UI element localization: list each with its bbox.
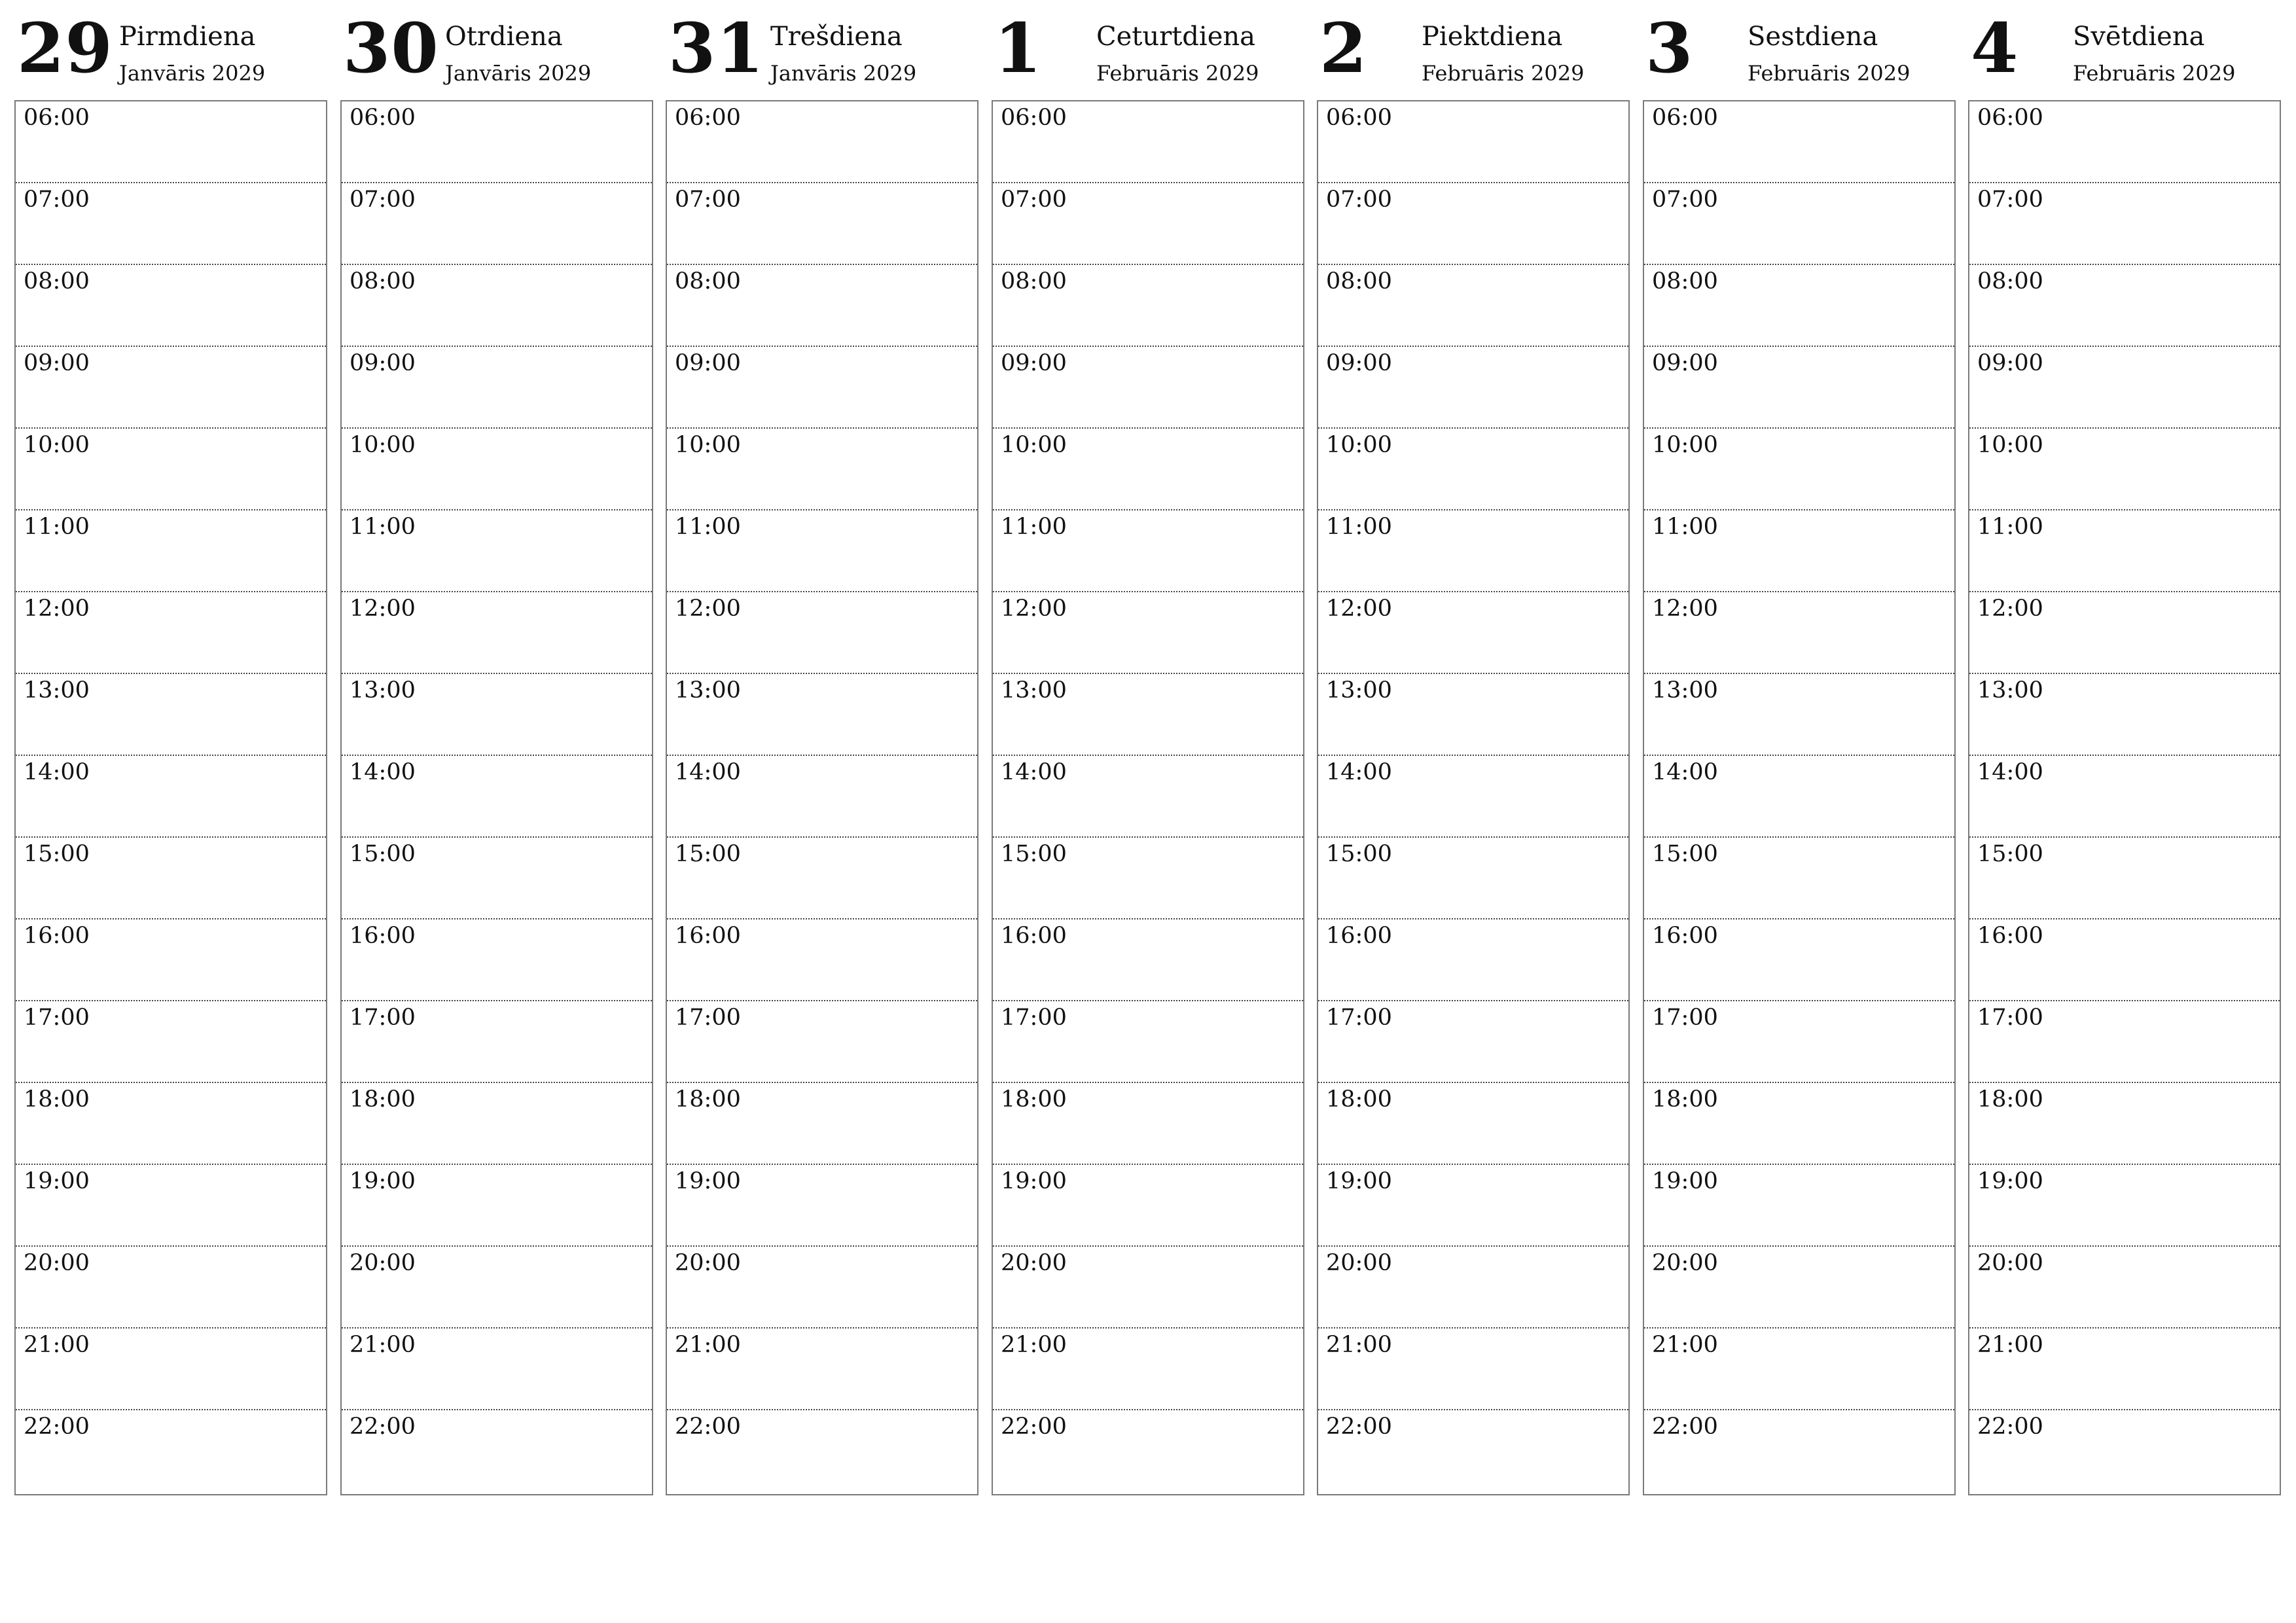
time-slot[interactable] xyxy=(342,101,652,183)
day-header xyxy=(992,0,1304,100)
day-number: 2 xyxy=(1319,8,1368,88)
day-schedule-box xyxy=(14,100,327,1495)
time-label: 12:00 xyxy=(1001,596,1067,622)
time-slot[interactable] xyxy=(667,510,977,592)
time-label: 12:00 xyxy=(1652,596,1718,622)
time-slot[interactable] xyxy=(16,429,326,510)
time-slot[interactable] xyxy=(342,1247,652,1329)
time-label: 14:00 xyxy=(1652,759,1718,785)
time-slot[interactable] xyxy=(1969,919,2280,1001)
time-slot[interactable] xyxy=(1969,1165,2280,1247)
weekday-name: Sestdiena xyxy=(1748,22,1878,52)
time-slot[interactable] xyxy=(993,756,1303,838)
time-slot[interactable] xyxy=(1318,1083,1628,1165)
time-slot[interactable] xyxy=(1969,347,2280,429)
time-slot[interactable] xyxy=(1644,1329,1954,1410)
day-column xyxy=(14,0,327,1440)
time-label: 08:00 xyxy=(675,268,741,294)
time-label: 18:00 xyxy=(1001,1086,1067,1113)
day-schedule-box xyxy=(1643,100,1956,1495)
day-header xyxy=(1968,0,2281,100)
weekday-name: Otrdiena xyxy=(445,22,563,52)
time-label: 07:00 xyxy=(1652,187,1718,213)
time-label: 16:00 xyxy=(24,923,90,949)
time-label: 10:00 xyxy=(675,432,741,458)
time-label: 15:00 xyxy=(350,841,416,867)
day-number: 30 xyxy=(343,8,439,88)
time-label: 10:00 xyxy=(1652,432,1718,458)
time-label: 09:00 xyxy=(24,350,90,376)
time-label: 13:00 xyxy=(1001,677,1067,704)
time-label: 19:00 xyxy=(24,1168,90,1194)
time-slot[interactable] xyxy=(16,347,326,429)
time-label: 10:00 xyxy=(350,432,416,458)
time-label: 13:00 xyxy=(24,677,90,704)
time-label: 16:00 xyxy=(1652,923,1718,949)
time-slot[interactable] xyxy=(342,1001,652,1083)
time-slot[interactable] xyxy=(16,919,326,1001)
time-label: 09:00 xyxy=(1977,350,2043,376)
time-label: 16:00 xyxy=(1326,923,1392,949)
time-slot[interactable] xyxy=(1318,1165,1628,1247)
time-slot[interactable] xyxy=(1969,1410,2280,1494)
time-label: 08:00 xyxy=(1652,268,1718,294)
time-label: 15:00 xyxy=(1001,841,1067,867)
time-slot[interactable] xyxy=(667,1247,977,1329)
time-label: 13:00 xyxy=(1652,677,1718,704)
weekday-name: Ceturtdiena xyxy=(1096,22,1255,52)
time-slot[interactable] xyxy=(342,347,652,429)
day-schedule-box xyxy=(666,100,978,1495)
time-slot[interactable] xyxy=(16,265,326,347)
time-slot[interactable] xyxy=(1969,674,2280,756)
day-number: 3 xyxy=(1645,8,1694,88)
time-label: 06:00 xyxy=(24,105,90,131)
time-label: 11:00 xyxy=(350,514,416,540)
time-slot[interactable] xyxy=(1969,1001,2280,1083)
time-slot[interactable] xyxy=(1644,101,1954,183)
time-slot[interactable] xyxy=(667,674,977,756)
time-slot[interactable] xyxy=(1644,265,1954,347)
time-slot[interactable] xyxy=(667,592,977,674)
time-label: 09:00 xyxy=(1001,350,1067,376)
time-slot[interactable] xyxy=(342,674,652,756)
time-slot[interactable] xyxy=(1318,756,1628,838)
day-schedule-box xyxy=(1968,100,2281,1495)
time-label: 10:00 xyxy=(24,432,90,458)
time-slot[interactable] xyxy=(1969,838,2280,919)
time-slot[interactable] xyxy=(667,838,977,919)
time-label: 07:00 xyxy=(675,187,741,213)
time-slot[interactable] xyxy=(1644,838,1954,919)
time-label: 21:00 xyxy=(1001,1332,1067,1358)
time-slot[interactable] xyxy=(667,756,977,838)
weekday-name: Pirmdiena xyxy=(119,22,256,52)
day-column xyxy=(1317,0,1630,1440)
time-label: 18:00 xyxy=(1652,1086,1718,1113)
time-slot[interactable] xyxy=(993,1247,1303,1329)
time-label: 06:00 xyxy=(1001,105,1067,131)
time-slot[interactable] xyxy=(1644,1001,1954,1083)
time-label: 13:00 xyxy=(1326,677,1392,704)
time-slot[interactable] xyxy=(1969,265,2280,347)
time-slot[interactable] xyxy=(667,101,977,183)
time-slot[interactable] xyxy=(16,592,326,674)
time-label: 06:00 xyxy=(1977,105,2043,131)
time-slot[interactable] xyxy=(342,1410,652,1494)
time-label: 14:00 xyxy=(1326,759,1392,785)
time-label: 21:00 xyxy=(1977,1332,2043,1358)
time-slot[interactable] xyxy=(993,919,1303,1001)
time-label: 22:00 xyxy=(675,1414,741,1440)
time-label: 18:00 xyxy=(1977,1086,2043,1113)
time-slot[interactable] xyxy=(342,265,652,347)
weekday-name: Piektdiena xyxy=(1422,22,1563,52)
time-label: 18:00 xyxy=(350,1086,416,1113)
month-year: Februāris 2029 xyxy=(1422,61,1585,86)
time-slot[interactable] xyxy=(1318,429,1628,510)
time-label: 19:00 xyxy=(1001,1168,1067,1194)
time-label: 17:00 xyxy=(1652,1005,1718,1031)
time-label: 10:00 xyxy=(1977,432,2043,458)
time-slot[interactable] xyxy=(342,1083,652,1165)
time-label: 07:00 xyxy=(24,187,90,213)
time-label: 21:00 xyxy=(350,1332,416,1358)
month-year: Janvāris 2029 xyxy=(770,61,917,86)
time-label: 17:00 xyxy=(24,1005,90,1031)
day-number: 4 xyxy=(1971,8,2019,88)
time-label: 20:00 xyxy=(350,1250,416,1276)
time-slot[interactable] xyxy=(1318,101,1628,183)
day-schedule-box xyxy=(1317,100,1630,1495)
time-label: 11:00 xyxy=(24,514,90,540)
day-header xyxy=(1317,0,1630,100)
time-slot[interactable] xyxy=(1644,1410,1954,1494)
time-label: 17:00 xyxy=(1001,1005,1067,1031)
time-label: 08:00 xyxy=(1977,268,2043,294)
time-label: 14:00 xyxy=(675,759,741,785)
time-label: 14:00 xyxy=(1001,759,1067,785)
time-label: 15:00 xyxy=(1326,841,1392,867)
time-label: 08:00 xyxy=(350,268,416,294)
time-label: 11:00 xyxy=(675,514,741,540)
time-slot[interactable] xyxy=(16,838,326,919)
day-header xyxy=(14,0,327,100)
time-slot[interactable] xyxy=(993,838,1303,919)
time-slot[interactable] xyxy=(993,1001,1303,1083)
time-slot[interactable] xyxy=(1644,592,1954,674)
time-label: 15:00 xyxy=(1652,841,1718,867)
time-label: 14:00 xyxy=(1977,759,2043,785)
time-slot[interactable] xyxy=(1644,429,1954,510)
time-slot[interactable] xyxy=(993,592,1303,674)
day-column xyxy=(1968,0,2281,1440)
time-label: 16:00 xyxy=(675,923,741,949)
time-slot[interactable] xyxy=(993,674,1303,756)
day-schedule-box xyxy=(340,100,653,1495)
time-slot[interactable] xyxy=(667,183,977,265)
time-label: 19:00 xyxy=(1652,1168,1718,1194)
time-slot[interactable] xyxy=(16,1165,326,1247)
time-label: 12:00 xyxy=(1326,596,1392,622)
time-label: 21:00 xyxy=(24,1332,90,1358)
time-label: 12:00 xyxy=(1977,596,2043,622)
time-slot[interactable] xyxy=(16,101,326,183)
time-label: 12:00 xyxy=(675,596,741,622)
day-schedule-box xyxy=(992,100,1304,1495)
day-number: 29 xyxy=(17,8,113,88)
time-slot[interactable] xyxy=(1969,101,2280,183)
time-slot[interactable] xyxy=(993,101,1303,183)
time-slot[interactable] xyxy=(1644,347,1954,429)
time-slot[interactable] xyxy=(1318,674,1628,756)
time-label: 18:00 xyxy=(675,1086,741,1113)
time-label: 13:00 xyxy=(675,677,741,704)
time-slot[interactable] xyxy=(16,1329,326,1410)
time-slot[interactable] xyxy=(993,1083,1303,1165)
day-number: 1 xyxy=(994,8,1043,88)
time-label: 19:00 xyxy=(350,1168,416,1194)
time-label: 21:00 xyxy=(675,1332,741,1358)
day-column xyxy=(1643,0,1956,1440)
time-label: 21:00 xyxy=(1652,1332,1718,1358)
time-slot[interactable] xyxy=(1644,919,1954,1001)
time-slot[interactable] xyxy=(1644,756,1954,838)
time-label: 19:00 xyxy=(675,1168,741,1194)
time-label: 17:00 xyxy=(675,1005,741,1031)
time-label: 20:00 xyxy=(1001,1250,1067,1276)
time-label: 10:00 xyxy=(1001,432,1067,458)
time-slot[interactable] xyxy=(1318,510,1628,592)
time-slot[interactable] xyxy=(993,510,1303,592)
day-header xyxy=(1643,0,1956,100)
time-slot[interactable] xyxy=(993,1329,1303,1410)
time-slot[interactable] xyxy=(1644,183,1954,265)
month-year: Janvāris 2029 xyxy=(445,61,592,86)
time-slot[interactable] xyxy=(16,756,326,838)
time-slot[interactable] xyxy=(342,1329,652,1410)
time-label: 06:00 xyxy=(350,105,416,131)
day-header xyxy=(340,0,653,100)
time-slot[interactable] xyxy=(993,347,1303,429)
time-label: 07:00 xyxy=(350,187,416,213)
time-slot[interactable] xyxy=(16,1410,326,1494)
time-label: 19:00 xyxy=(1326,1168,1392,1194)
time-slot[interactable] xyxy=(667,265,977,347)
time-slot[interactable] xyxy=(16,183,326,265)
time-label: 16:00 xyxy=(1001,923,1067,949)
time-label: 22:00 xyxy=(1001,1414,1067,1440)
day-header xyxy=(666,0,978,100)
time-slot[interactable] xyxy=(993,183,1303,265)
time-slot[interactable] xyxy=(1318,1410,1628,1494)
time-slot[interactable] xyxy=(1644,1165,1954,1247)
time-slot[interactable] xyxy=(667,1329,977,1410)
time-slot[interactable] xyxy=(16,510,326,592)
time-slot[interactable] xyxy=(342,183,652,265)
time-label: 13:00 xyxy=(1977,677,2043,704)
time-label: 17:00 xyxy=(1977,1005,2043,1031)
time-label: 13:00 xyxy=(350,677,416,704)
time-label: 12:00 xyxy=(24,596,90,622)
time-label: 19:00 xyxy=(1977,1168,2043,1194)
time-slot[interactable] xyxy=(342,592,652,674)
time-label: 20:00 xyxy=(1652,1250,1718,1276)
time-slot[interactable] xyxy=(1969,510,2280,592)
time-label: 21:00 xyxy=(1326,1332,1392,1358)
weekday-name: Svētdiena xyxy=(2073,22,2205,52)
time-label: 18:00 xyxy=(1326,1086,1392,1113)
time-slot[interactable] xyxy=(1644,1247,1954,1329)
time-label: 20:00 xyxy=(675,1250,741,1276)
time-label: 22:00 xyxy=(1977,1414,2043,1440)
time-slot[interactable] xyxy=(1969,756,2280,838)
day-column xyxy=(340,0,653,1440)
time-slot[interactable] xyxy=(342,510,652,592)
time-slot[interactable] xyxy=(993,265,1303,347)
time-label: 09:00 xyxy=(675,350,741,376)
time-label: 11:00 xyxy=(1977,514,2043,540)
time-slot[interactable] xyxy=(1969,1083,2280,1165)
time-label: 20:00 xyxy=(1326,1250,1392,1276)
time-slot[interactable] xyxy=(1318,919,1628,1001)
time-slot[interactable] xyxy=(16,1083,326,1165)
time-label: 17:00 xyxy=(1326,1005,1392,1031)
time-label: 11:00 xyxy=(1326,514,1392,540)
time-label: 07:00 xyxy=(1001,187,1067,213)
time-label: 22:00 xyxy=(1326,1414,1392,1440)
time-label: 22:00 xyxy=(1652,1414,1718,1440)
time-slot[interactable] xyxy=(1644,674,1954,756)
time-slot[interactable] xyxy=(16,674,326,756)
time-slot[interactable] xyxy=(1969,1247,2280,1329)
time-label: 09:00 xyxy=(1326,350,1392,376)
time-slot[interactable] xyxy=(667,1083,977,1165)
time-label: 22:00 xyxy=(350,1414,416,1440)
time-slot[interactable] xyxy=(667,1410,977,1494)
time-label: 08:00 xyxy=(1001,268,1067,294)
month-year: Janvāris 2029 xyxy=(119,61,266,86)
time-label: 20:00 xyxy=(24,1250,90,1276)
time-slot[interactable] xyxy=(1318,838,1628,919)
time-label: 15:00 xyxy=(1977,841,2043,867)
time-slot[interactable] xyxy=(16,1247,326,1329)
time-slot[interactable] xyxy=(342,1165,652,1247)
time-slot[interactable] xyxy=(1318,1329,1628,1410)
time-slot[interactable] xyxy=(342,919,652,1001)
time-label: 07:00 xyxy=(1326,187,1392,213)
time-slot[interactable] xyxy=(1969,1329,2280,1410)
time-slot[interactable] xyxy=(667,429,977,510)
time-label: 11:00 xyxy=(1652,514,1718,540)
time-label: 15:00 xyxy=(675,841,741,867)
time-label: 09:00 xyxy=(1652,350,1718,376)
time-slot[interactable] xyxy=(667,347,977,429)
time-label: 06:00 xyxy=(675,105,741,131)
time-slot[interactable] xyxy=(1318,347,1628,429)
time-label: 22:00 xyxy=(24,1414,90,1440)
time-slot[interactable] xyxy=(993,1165,1303,1247)
month-year: Februāris 2029 xyxy=(1748,61,1910,86)
month-year: Februāris 2029 xyxy=(1096,61,1259,86)
day-column xyxy=(992,0,1304,1440)
time-label: 16:00 xyxy=(1977,923,2043,949)
time-slot[interactable] xyxy=(1318,183,1628,265)
day-column xyxy=(666,0,978,1440)
time-label: 18:00 xyxy=(24,1086,90,1113)
time-label: 12:00 xyxy=(350,596,416,622)
day-number: 31 xyxy=(668,8,764,88)
time-slot[interactable] xyxy=(342,756,652,838)
time-label: 08:00 xyxy=(24,268,90,294)
time-slot[interactable] xyxy=(1318,1001,1628,1083)
time-slot[interactable] xyxy=(342,429,652,510)
time-slot[interactable] xyxy=(667,919,977,1001)
time-label: 15:00 xyxy=(24,841,90,867)
time-slot[interactable] xyxy=(1969,429,2280,510)
time-label: 17:00 xyxy=(350,1005,416,1031)
time-label: 14:00 xyxy=(24,759,90,785)
time-slot[interactable] xyxy=(1318,1247,1628,1329)
time-label: 14:00 xyxy=(350,759,416,785)
time-slot[interactable] xyxy=(1318,265,1628,347)
time-label: 06:00 xyxy=(1326,105,1392,131)
time-label: 06:00 xyxy=(1652,105,1718,131)
time-slot[interactable] xyxy=(1644,1083,1954,1165)
time-label: 11:00 xyxy=(1001,514,1067,540)
time-slot[interactable] xyxy=(1318,592,1628,674)
time-slot[interactable] xyxy=(993,1410,1303,1494)
time-slot[interactable] xyxy=(667,1165,977,1247)
time-label: 09:00 xyxy=(350,350,416,376)
month-year: Februāris 2029 xyxy=(2073,61,2236,86)
time-label: 20:00 xyxy=(1977,1250,2043,1276)
time-slot[interactable] xyxy=(667,1001,977,1083)
time-label: 10:00 xyxy=(1326,432,1392,458)
weekday-name: Trešdiena xyxy=(770,22,903,52)
time-slot[interactable] xyxy=(1644,510,1954,592)
time-slot[interactable] xyxy=(1969,592,2280,674)
time-label: 16:00 xyxy=(350,923,416,949)
time-slot[interactable] xyxy=(342,838,652,919)
time-slot[interactable] xyxy=(16,1001,326,1083)
time-label: 08:00 xyxy=(1326,268,1392,294)
time-slot[interactable] xyxy=(993,429,1303,510)
time-slot[interactable] xyxy=(1969,183,2280,265)
time-label: 07:00 xyxy=(1977,187,2043,213)
